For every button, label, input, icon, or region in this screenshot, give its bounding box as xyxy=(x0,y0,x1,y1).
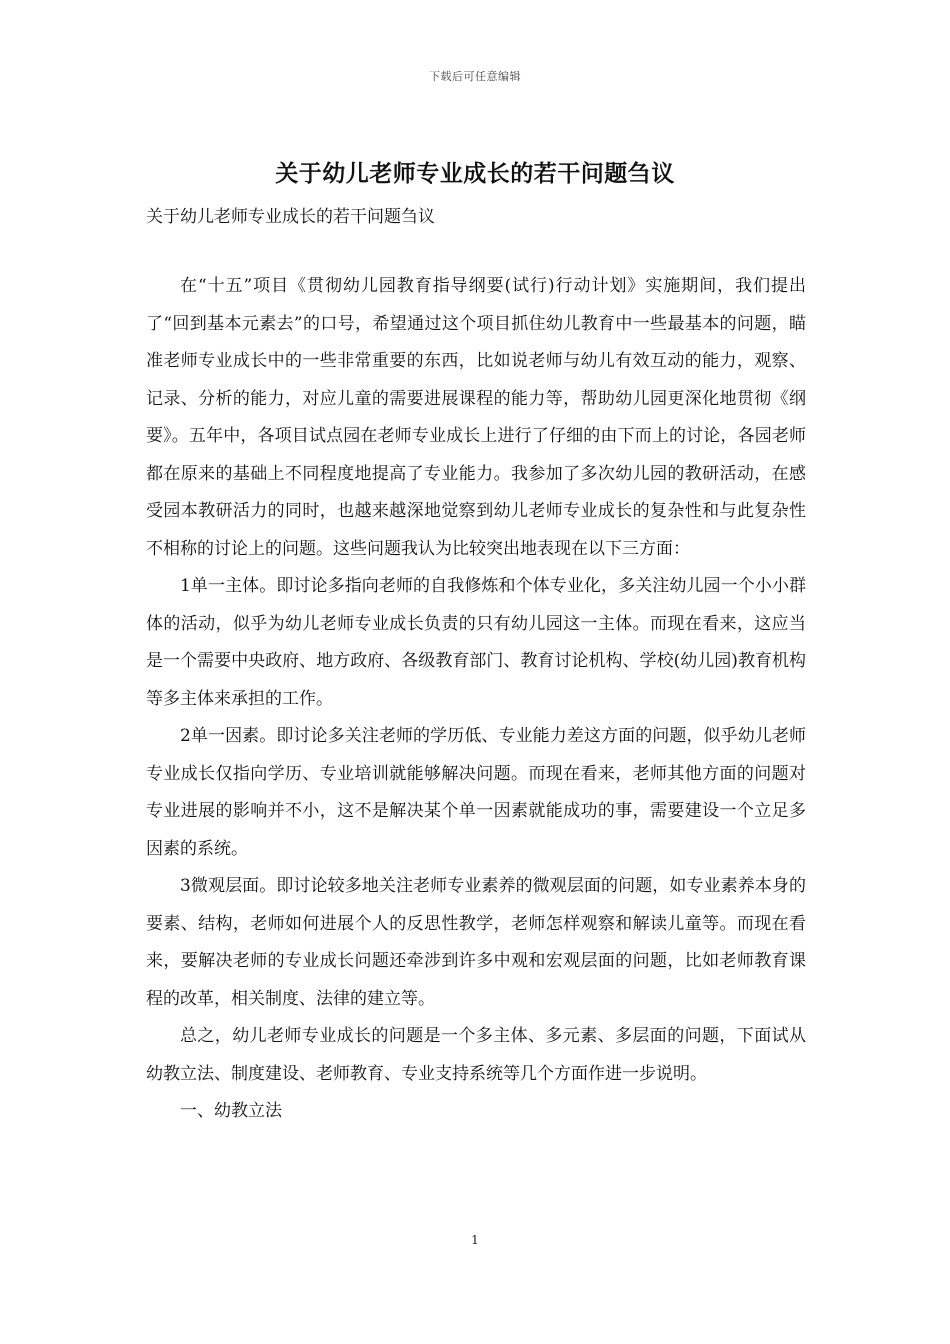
document-body xyxy=(146,268,806,1131)
paragraph-point-3: 3微观层面。即讨论较多地关注老师专业素养的微观层面的问题，如专业素养本身的要素、结构，老师如何进展个人的反思性教学，老师怎样观察和解读儿童等。而现在看来，要解决老师的专业成长问题还牵涉到许多中观和宏观层面的问题，比如老师教育课程的改革，相关制度、法律的建立等。 xyxy=(146,876,806,1009)
document-subtitle: 关于幼儿老师专业成长的若干问题刍议 xyxy=(146,207,435,227)
section-heading: 一、幼教立法 xyxy=(180,1101,282,1121)
document-title: 关于幼儿老师专业成长的若干问题刍议 xyxy=(275,160,675,187)
paragraph-summary: 总之，幼儿老师专业成长的问题是一个多主体、多元素、多层面的问题，下面试从幼教立法、制度建设、老师教育、专业支持系统等几个方面作进一步说明。 xyxy=(146,1026,806,1084)
page-number: 1 xyxy=(471,1233,479,1247)
paragraph-point-1: 1单一主体。即讨论多指向老师的自我修炼和个体专业化，多关注幼儿园一个小小群体的活动，似乎为幼儿老师专业成长负责的只有幼儿园这一主体。而现在看来，这应当是一个需要中央政府、地方政府、各级教育部门、教育讨论机构、学校(幼儿园)教育机构等多主体来承担的工作。 xyxy=(146,576,806,709)
header-note: 下载后可任意编辑 xyxy=(429,70,521,83)
paragraph-point-2: 2单一因素。即讨论多关注老师的学历低、专业能力差这方面的问题，似乎幼儿老师专业成长仅指向学历、专业培训就能够解决问题。而现在看来，老师其他方面的问题对专业进展的影响并不小，这不是解决某个单一因素就能成功的事，需要建设一个立足多因素的系统。 xyxy=(146,726,806,859)
paragraph-intro: 在“十五”项目《贯彻幼儿园教育指导纲要(试行)行动计划》实施期间，我们提出了“回到基本元素去”的口号，希望通过这个项目抓住幼儿教育中一些最基本的问题，瞄准老师专业成长中的一些非常重要的东西，比如说老师与幼儿有效互动的能力，观察、记录、分析的能力，对应儿童的需要进展课程的能力等，帮助幼儿园更深化地贯彻《纲要》。五年中，各项目试点园在老师专业成长上进行了仔细的由下而上的讨论，各园老师都在原来的基础上不同程度地提高了专业能力。我参加了多次幼儿园的教研活动，在感受园本教研活力的同时，也越来越深地觉察到幼儿老师专业成长的复杂性和与此复杂性不相称的讨论上的问题。这些问题我认为比较突出地表现在以下三方面： xyxy=(146,276,806,559)
